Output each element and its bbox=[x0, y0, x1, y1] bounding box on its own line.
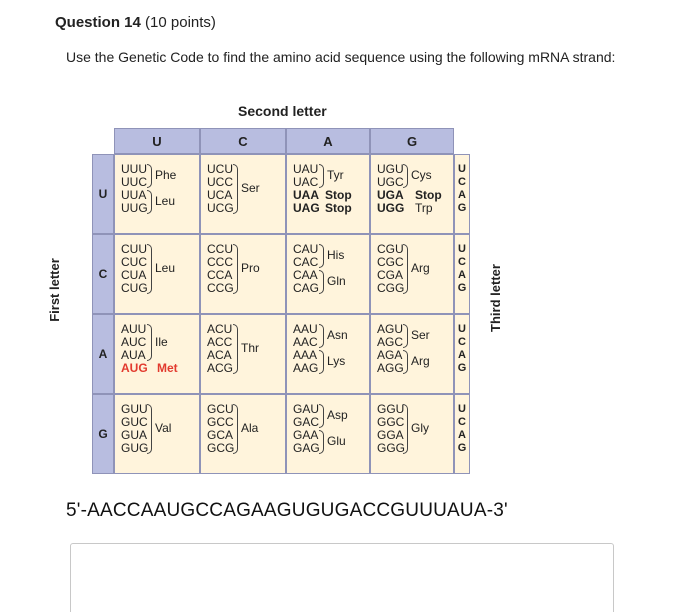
bracket bbox=[403, 244, 408, 294]
codon-cell-gu bbox=[114, 394, 200, 474]
third-letter-c: C bbox=[458, 336, 466, 348]
codon-cgu: CGU bbox=[377, 242, 404, 256]
amino-acid-ile: Ile bbox=[155, 334, 168, 349]
codon-aca: ACA bbox=[207, 348, 232, 362]
codon-gau: GAU bbox=[293, 402, 320, 416]
codon-aga: AGA bbox=[377, 348, 403, 362]
second-letter-c: C bbox=[200, 128, 286, 154]
codon-cell-ac bbox=[200, 314, 286, 394]
codon-ggc: GGC bbox=[377, 415, 405, 429]
codon-cell-cg bbox=[370, 234, 454, 314]
third-letter-label: Third letter bbox=[488, 264, 503, 332]
codon-cell-cc bbox=[200, 234, 286, 314]
bracket bbox=[319, 270, 324, 294]
codon-uac: UAC bbox=[293, 175, 319, 189]
codon-agg: AGG bbox=[377, 361, 404, 375]
third-letter-g: G bbox=[457, 282, 467, 294]
start-label-met: Met bbox=[157, 361, 178, 375]
first-letter-a: A bbox=[92, 314, 114, 394]
amino-acid-asn: Asn bbox=[327, 328, 348, 342]
amino-acid-leu: Leu bbox=[155, 261, 176, 275]
third-letter-c: C bbox=[458, 416, 466, 428]
codon-cug: CUG bbox=[121, 281, 148, 295]
bracket bbox=[403, 324, 408, 348]
bracket bbox=[319, 244, 324, 268]
first-letter-label: First letter bbox=[47, 258, 62, 322]
codon-cau: CAU bbox=[293, 242, 319, 256]
codon-gcc: GCC bbox=[207, 415, 234, 429]
codon-ggu: GGU bbox=[377, 402, 405, 416]
codon-cell-ug bbox=[370, 154, 454, 234]
codon-gaa: GAA bbox=[293, 428, 319, 442]
amino-acid-asp: Asp bbox=[327, 408, 348, 422]
third-letter-c: C bbox=[458, 176, 466, 188]
codon-cell-uu bbox=[114, 154, 200, 234]
amino-acid-ser: Ser bbox=[411, 328, 430, 342]
first-letter-u: U bbox=[92, 154, 114, 234]
second-letter-u: U bbox=[114, 128, 200, 154]
codon-gca: GCA bbox=[207, 428, 234, 442]
codon-acc: ACC bbox=[207, 335, 233, 349]
codon-guu: GUU bbox=[121, 402, 148, 416]
mrna-strand: 5'-AACCAAUGCCAGAAGUGUGACCGUUUAUA-3' bbox=[66, 500, 508, 521]
question-header bbox=[55, 14, 216, 31]
codon-uag: UAG bbox=[293, 201, 320, 215]
codon-auc: AUC bbox=[121, 335, 147, 349]
codon-gcg: GCG bbox=[207, 441, 235, 455]
codon-cell-gc bbox=[200, 394, 286, 474]
codon-ugc: UGC bbox=[377, 175, 404, 189]
codon-cga: CGA bbox=[377, 268, 404, 282]
bracket bbox=[147, 404, 152, 454]
codon-aag: AAG bbox=[293, 361, 319, 375]
amino-acid-gln: Gln bbox=[327, 274, 346, 288]
third-letter-a: A bbox=[458, 429, 466, 441]
third-letter-a: A bbox=[458, 189, 466, 201]
bracket bbox=[319, 404, 324, 428]
codon-cell-gg bbox=[370, 394, 454, 474]
third-letter-u: U bbox=[458, 323, 466, 335]
third-letter-g: G bbox=[457, 442, 467, 454]
codon-uga: UGA bbox=[377, 188, 404, 202]
third-letter-g: G bbox=[457, 362, 467, 374]
codon-aug: AUG bbox=[121, 361, 148, 375]
amino-acid-arg: Arg bbox=[411, 354, 430, 368]
codon-caa: CAA bbox=[293, 268, 318, 282]
bracket bbox=[403, 164, 408, 188]
amino-acid-lys: Lys bbox=[327, 354, 346, 368]
first-letter-c: C bbox=[92, 234, 114, 314]
second-letter-g: G bbox=[370, 128, 454, 154]
stop-label: Stop bbox=[415, 188, 442, 202]
codon-gug: GUG bbox=[121, 441, 149, 455]
bracket bbox=[233, 164, 238, 214]
codon-cell-ca bbox=[286, 234, 370, 314]
third-letter-u: U bbox=[458, 163, 466, 175]
amino-acid-pro: Pro bbox=[241, 261, 260, 275]
codon-agu: AGU bbox=[377, 322, 404, 336]
bracket bbox=[147, 244, 152, 294]
third-letter-u: U bbox=[458, 403, 466, 415]
codon-cell-uc bbox=[200, 154, 286, 234]
codon-guc: GUC bbox=[121, 415, 148, 429]
codon-uug: UUG bbox=[121, 201, 148, 215]
bracket bbox=[147, 324, 152, 361]
stop-label: Trp bbox=[415, 201, 433, 215]
bracket bbox=[147, 190, 152, 214]
codon-ucg: UCG bbox=[207, 201, 234, 215]
third-letter-column bbox=[454, 234, 470, 314]
codon-ccu: CCU bbox=[207, 242, 233, 256]
third-letter-column bbox=[454, 154, 470, 234]
codon-ggg: GGG bbox=[377, 441, 406, 455]
codon-cuu: CUU bbox=[121, 242, 147, 256]
codon-gag: GAG bbox=[293, 441, 320, 455]
codon-cgg: CGG bbox=[377, 281, 405, 295]
amino-acid-cys: Cys bbox=[411, 168, 432, 182]
amino-acid-ala: Ala bbox=[241, 421, 259, 435]
third-letter-column bbox=[454, 314, 470, 394]
amino-acid-val: Val bbox=[155, 421, 172, 435]
amino-acid-arg: Arg bbox=[411, 261, 430, 275]
codon-uuu: UUU bbox=[121, 162, 147, 176]
codon-cell-ua bbox=[286, 154, 370, 234]
answer-textbox[interactable] bbox=[70, 543, 614, 612]
codon-cgc: CGC bbox=[377, 255, 404, 269]
second-letter-label: Second letter bbox=[238, 103, 327, 119]
amino-acid-glu: Glu bbox=[327, 434, 346, 448]
codon-cca: CCA bbox=[207, 268, 233, 282]
codon-cell-ag bbox=[370, 314, 454, 394]
codon-gga: GGA bbox=[377, 428, 404, 442]
question-points: (10 points) bbox=[145, 14, 216, 31]
amino-acid-leu: Leu bbox=[155, 194, 176, 208]
bracket bbox=[233, 244, 238, 294]
stop-label: Stop bbox=[325, 201, 352, 215]
codon-uua: UUA bbox=[121, 188, 147, 202]
codon-cell-aa bbox=[286, 314, 370, 394]
codon-ugu: UGU bbox=[377, 162, 404, 176]
question-instructions: Use the Genetic Code to find the amino acid sequence using the following mRNA strand: bbox=[66, 49, 616, 65]
codon-ucu: UCU bbox=[207, 162, 233, 176]
question-title: Question 14 bbox=[55, 14, 141, 31]
bracket bbox=[319, 324, 324, 348]
third-letter-column bbox=[454, 394, 470, 474]
third-letter-g: G bbox=[457, 202, 467, 214]
codon-uau: UAU bbox=[293, 162, 319, 176]
bracket bbox=[233, 404, 238, 454]
stop-label: Stop bbox=[325, 188, 352, 202]
codon-aua: AUA bbox=[121, 348, 146, 362]
bracket bbox=[319, 430, 324, 454]
codon-ucc: UCC bbox=[207, 175, 233, 189]
codon-cag: CAG bbox=[293, 281, 320, 295]
codon-cuc: CUC bbox=[121, 255, 147, 269]
codon-cua: CUA bbox=[121, 268, 147, 282]
codon-ugg: UGG bbox=[377, 201, 405, 215]
codon-cell-ga bbox=[286, 394, 370, 474]
bracket bbox=[319, 164, 324, 188]
amino-acid-thr: Thr bbox=[241, 341, 259, 355]
bracket bbox=[403, 404, 408, 454]
third-letter-a: A bbox=[458, 269, 466, 281]
amino-acid-ser: Ser bbox=[241, 181, 260, 195]
codon-auu: AUU bbox=[121, 322, 147, 336]
codon-aac: AAC bbox=[293, 335, 318, 349]
first-letter-g: G bbox=[92, 394, 114, 474]
third-letter-a: A bbox=[458, 349, 466, 361]
amino-acid-gly: Gly bbox=[411, 421, 429, 435]
codon-agc: AGC bbox=[377, 335, 404, 349]
third-letter-c: C bbox=[458, 256, 466, 268]
codon-uuc: UUC bbox=[121, 175, 147, 189]
codon-cac: CAC bbox=[293, 255, 319, 269]
codon-ccc: CCC bbox=[207, 255, 233, 269]
codon-aaa: AAA bbox=[293, 348, 318, 362]
bracket bbox=[147, 164, 152, 188]
second-letter-a: A bbox=[286, 128, 370, 154]
codon-acg: ACG bbox=[207, 361, 234, 375]
codon-aau: AAU bbox=[293, 322, 318, 336]
bracket bbox=[319, 350, 324, 374]
codon-acu: ACU bbox=[207, 322, 233, 336]
codon-uca: UCA bbox=[207, 188, 233, 202]
amino-acid-phe: Phe bbox=[155, 168, 177, 182]
bracket bbox=[403, 350, 408, 374]
amino-acid-his: His bbox=[327, 248, 345, 262]
codon-gua: GUA bbox=[121, 428, 148, 442]
codon-cell-au bbox=[114, 314, 200, 394]
codon-cell-cu bbox=[114, 234, 200, 314]
codon-ccg: CCG bbox=[207, 281, 234, 295]
amino-acid-tyr: Tyr bbox=[327, 168, 344, 182]
bracket bbox=[233, 324, 238, 374]
codon-uaa: UAA bbox=[293, 188, 319, 202]
third-letter-u: U bbox=[458, 243, 466, 255]
codon-gcu: GCU bbox=[207, 402, 234, 416]
codon-gac: GAC bbox=[293, 415, 320, 429]
